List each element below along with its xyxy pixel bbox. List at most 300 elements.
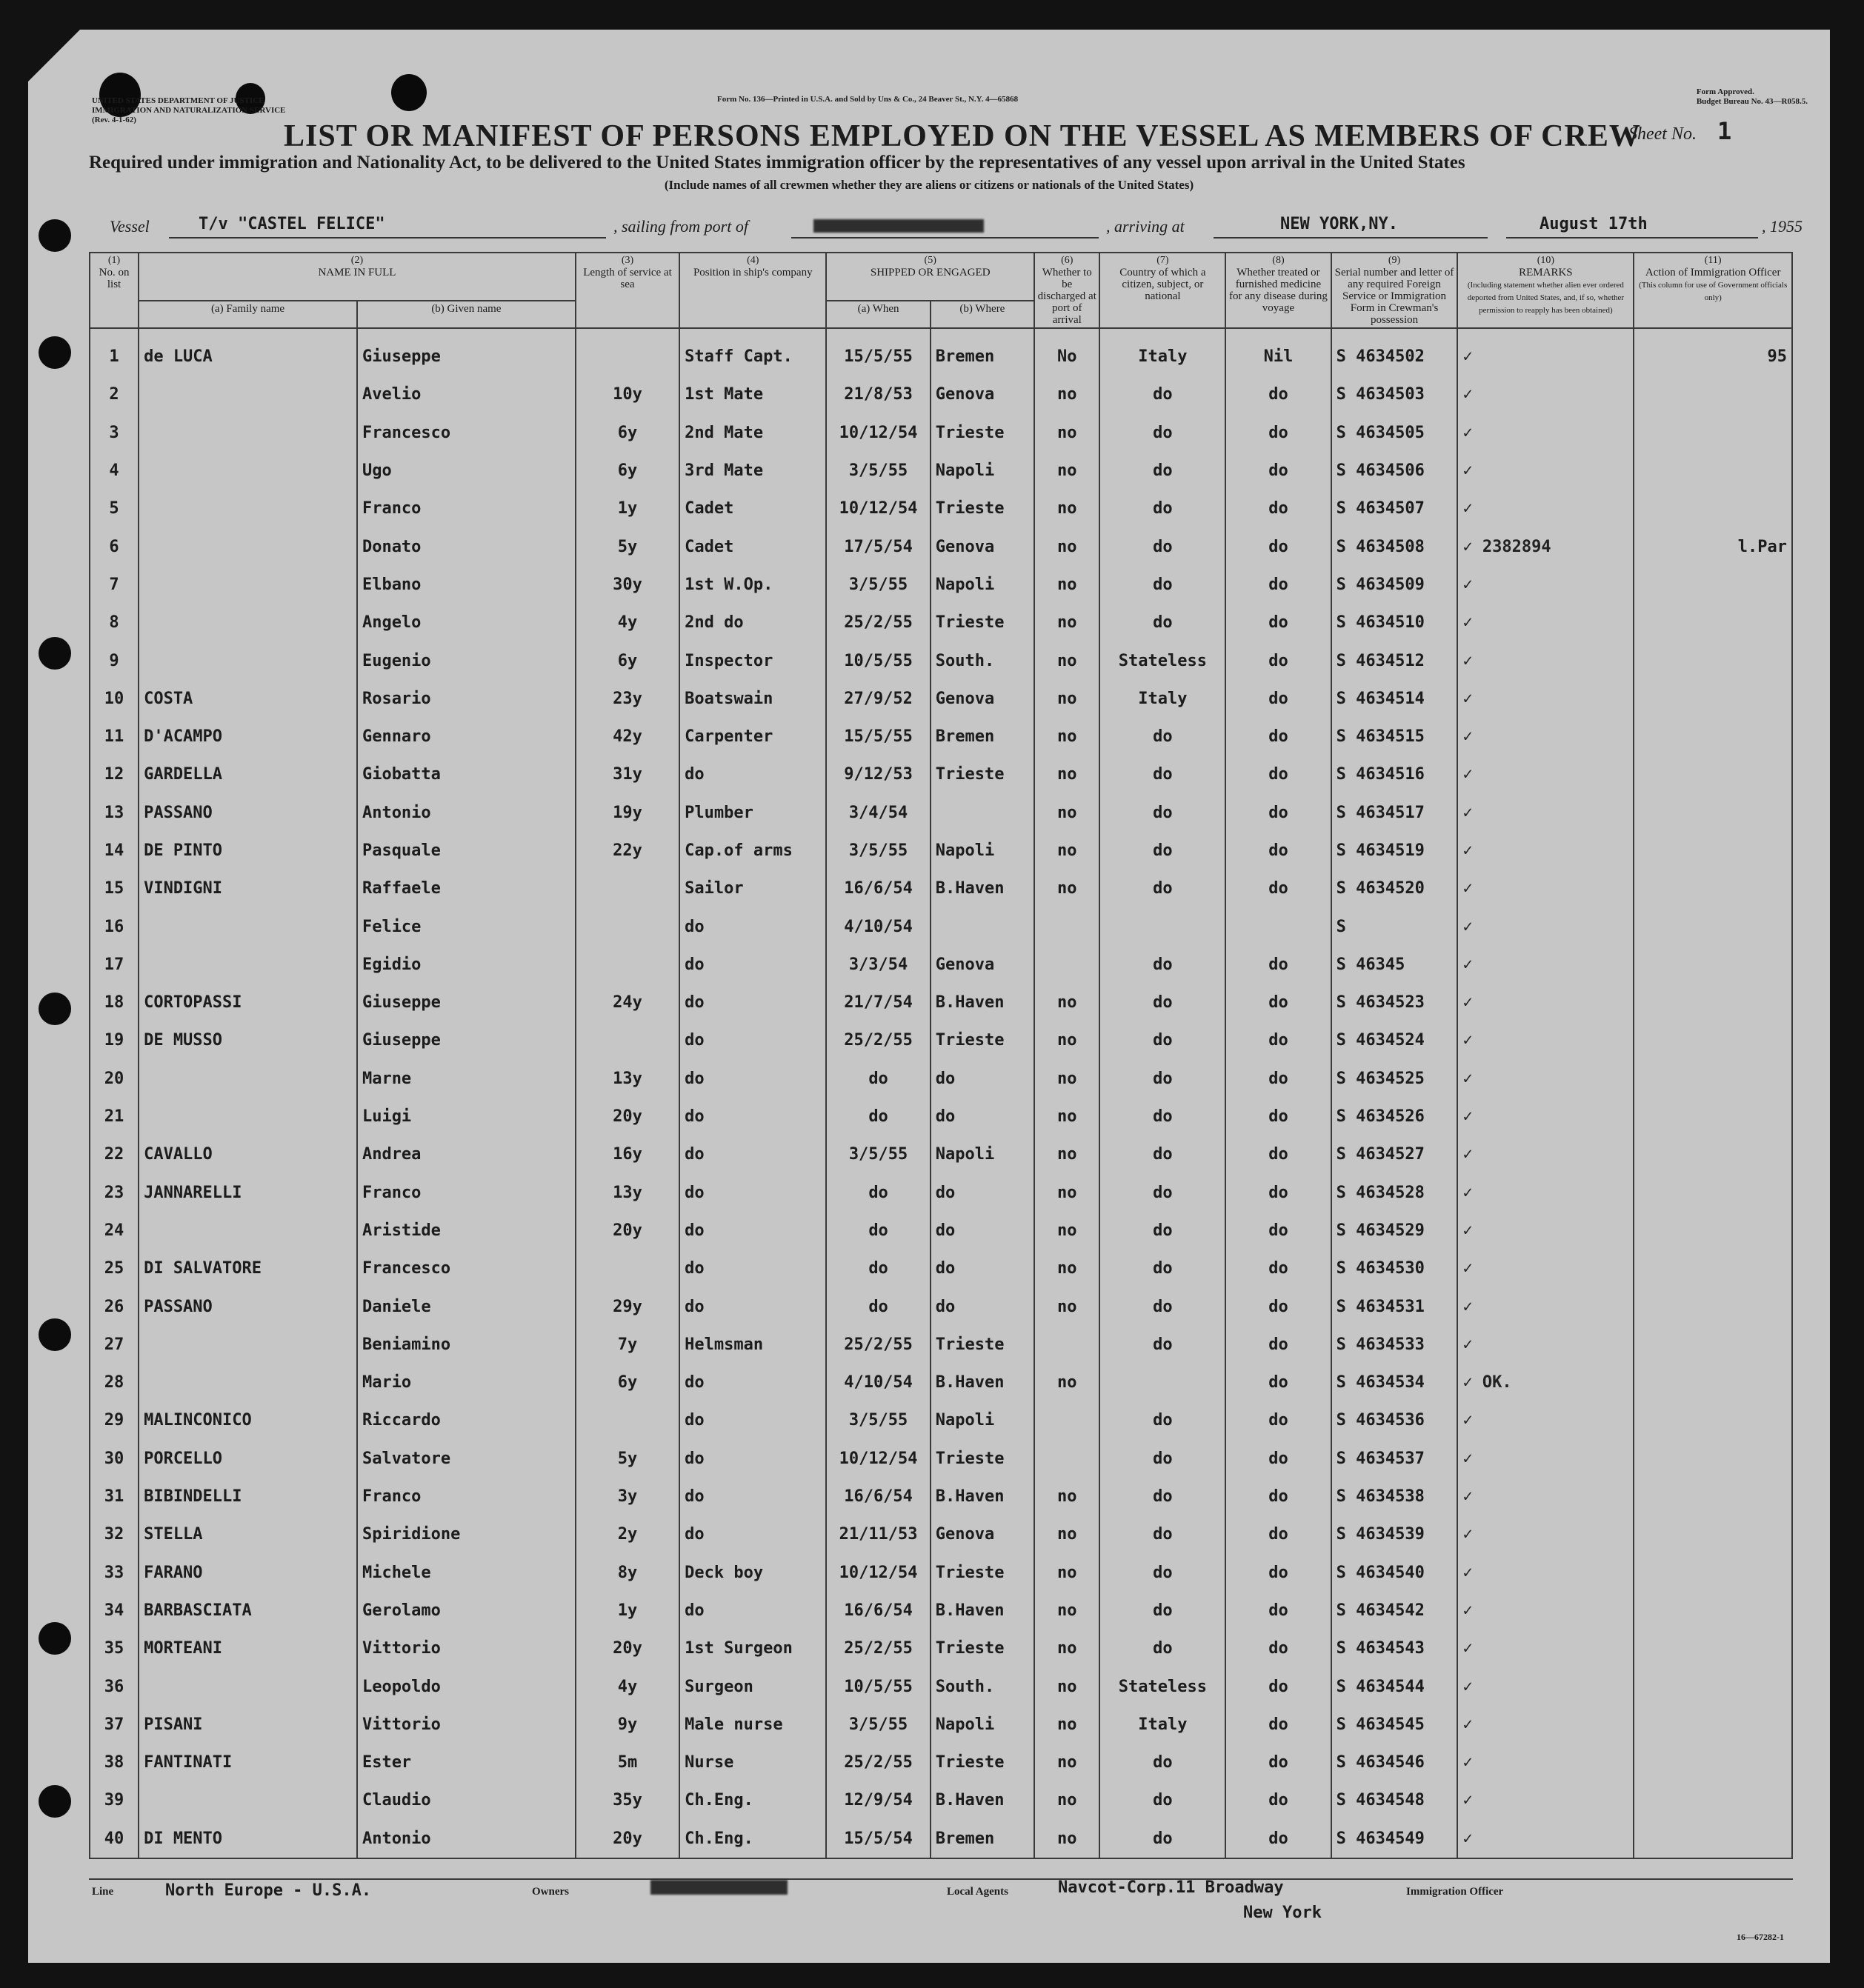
form-code: 16—67282-1 <box>1737 1932 1784 1942</box>
row-number-cell: 28 <box>90 1364 139 1401</box>
given-name-cell: Luigi <box>357 1098 576 1135</box>
officer-action-cell <box>1634 452 1792 490</box>
subtitle-note: (Include names of all crewmen whether they are aliens or citizens or nationals of the United States) <box>664 178 1194 192</box>
officer-action-cell <box>1634 1706 1792 1744</box>
shipped-where-cell: Trieste <box>931 414 1034 452</box>
sailing-label: , sailing from port of <box>613 217 748 236</box>
col-header-remarks: (10) REMARKS (Including statement whether alien ever ordered deported from United States, and, if so, whether permission to reapply has been obtained) <box>1457 253 1634 328</box>
remarks-cell: ✓ <box>1457 1478 1634 1515</box>
table-row <box>90 1401 1792 1439</box>
table-row <box>90 755 1792 793</box>
serial-number-cell: S 4634506 <box>1331 452 1458 490</box>
serial-number-cell: S 4634512 <box>1331 641 1458 679</box>
row-number-cell: 7 <box>90 566 139 604</box>
position-cell: Cadet <box>679 490 826 527</box>
remarks-cell: ✓ 2382894 <box>1457 527 1634 565</box>
family-name-cell: BARBASCIATA <box>139 1592 357 1630</box>
given-name-cell: Donato <box>357 527 576 565</box>
shipped-when-cell: 3/4/54 <box>826 794 930 832</box>
country-cell: do <box>1099 1440 1225 1478</box>
remarks-cell: ✓ <box>1457 984 1634 1021</box>
remarks-cell: ✓ <box>1457 1592 1634 1630</box>
shipped-where-cell: Bremen <box>931 1820 1034 1858</box>
given-name-cell: Michele <box>357 1554 576 1592</box>
country-cell: do <box>1099 794 1225 832</box>
position-cell: do <box>679 1401 826 1439</box>
officer-action-cell <box>1634 1021 1792 1059</box>
length-of-service-cell: 29y <box>576 1287 679 1325</box>
treated-cell: do <box>1225 680 1331 718</box>
position-cell: do <box>679 1364 826 1401</box>
country-cell: do <box>1099 870 1225 907</box>
officer-action-cell <box>1634 490 1792 527</box>
discharged-cell: no <box>1034 680 1099 718</box>
remarks-cell: ✓ <box>1457 1250 1634 1287</box>
treated-cell: do <box>1225 1021 1331 1059</box>
discharged-cell <box>1034 1440 1099 1478</box>
length-of-service-cell: 6y <box>576 641 679 679</box>
owners-label: Owners <box>532 1886 569 1898</box>
family-name-cell: GARDELLA <box>139 755 357 793</box>
discharged-cell: no <box>1034 1706 1099 1744</box>
remarks-cell: ✓ <box>1457 1135 1634 1173</box>
discharged-cell: no <box>1034 1287 1099 1325</box>
punch-hole <box>39 1622 71 1655</box>
family-name-cell: PASSANO <box>139 794 357 832</box>
country-cell <box>1099 907 1225 945</box>
row-number-cell: 14 <box>90 832 139 870</box>
family-name-cell <box>139 1098 357 1135</box>
treated-cell: do <box>1225 604 1331 641</box>
length-of-service-cell: 24y <box>576 984 679 1021</box>
officer-action-cell <box>1634 1630 1792 1667</box>
discharged-cell: no <box>1034 794 1099 832</box>
table-row <box>90 1592 1792 1630</box>
officer-action-cell <box>1634 870 1792 907</box>
given-name-cell: Ugo <box>357 452 576 490</box>
shipped-when-cell: 3/5/55 <box>826 832 930 870</box>
shipped-where-cell: do <box>931 1174 1034 1212</box>
position-cell: do <box>679 1250 826 1287</box>
table-row <box>90 1781 1792 1819</box>
family-name-cell: DE PINTO <box>139 832 357 870</box>
officer-action-cell: l.Par <box>1634 527 1792 565</box>
remarks-cell: ✓ <box>1457 1021 1634 1059</box>
given-name-cell: Francesco <box>357 414 576 452</box>
treated-cell: do <box>1225 984 1331 1021</box>
given-name-cell: Leopoldo <box>357 1667 576 1705</box>
length-of-service-cell: 31y <box>576 755 679 793</box>
discharged-cell: no <box>1034 490 1099 527</box>
serial-number-cell: S 4634534 <box>1331 1364 1458 1401</box>
row-number-cell: 35 <box>90 1630 139 1667</box>
serial-number-cell: S 4634536 <box>1331 1401 1458 1439</box>
shipped-when-cell: 15/5/55 <box>826 718 930 755</box>
row-number-cell: 18 <box>90 984 139 1021</box>
officer-action-cell <box>1634 984 1792 1021</box>
country-cell: do <box>1099 1820 1225 1858</box>
officer-action-cell <box>1634 1478 1792 1515</box>
shipped-when-cell: 25/2/55 <box>826 604 930 641</box>
country-cell: do <box>1099 1554 1225 1592</box>
given-name-cell: Francesco <box>357 1250 576 1287</box>
underline <box>1214 237 1488 239</box>
shipped-where-cell: Genova <box>931 1515 1034 1553</box>
treated-cell: do <box>1225 1440 1331 1478</box>
serial-number-cell: S 4634531 <box>1331 1287 1458 1325</box>
remarks-cell: ✓ <box>1457 1440 1634 1478</box>
row-number-cell: 3 <box>90 414 139 452</box>
treated-cell: do <box>1225 794 1331 832</box>
shipped-where-cell: Trieste <box>931 1744 1034 1781</box>
shipped-where-cell: Genova <box>931 946 1034 984</box>
serial-number-cell: S 4634514 <box>1331 680 1458 718</box>
table-row <box>90 1820 1792 1858</box>
shipped-when-cell: 10/12/54 <box>826 490 930 527</box>
family-name-cell <box>139 1212 357 1250</box>
officer-action-cell <box>1634 1781 1792 1819</box>
length-of-service-cell: 9y <box>576 1706 679 1744</box>
country-cell: do <box>1099 755 1225 793</box>
length-of-service-cell <box>576 946 679 984</box>
length-of-service-cell: 5m <box>576 1744 679 1781</box>
remarks-cell: ✓ <box>1457 794 1634 832</box>
table-row <box>90 1060 1792 1098</box>
family-name-cell <box>139 946 357 984</box>
serial-number-cell: S 4634505 <box>1331 414 1458 452</box>
row-number-cell: 32 <box>90 1515 139 1553</box>
remarks-cell: ✓ <box>1457 1287 1634 1325</box>
punch-hole <box>39 336 71 369</box>
position-cell: do <box>679 984 826 1021</box>
remarks-cell: ✓ <box>1457 1098 1634 1135</box>
given-name-cell: Antonio <box>357 1820 576 1858</box>
table-row <box>90 1744 1792 1781</box>
remarks-cell: ✓ OK. <box>1457 1364 1634 1401</box>
length-of-service-cell: 6y <box>576 1364 679 1401</box>
given-name-cell: Riccardo <box>357 1401 576 1439</box>
treated-cell: do <box>1225 452 1331 490</box>
treated-cell: do <box>1225 1401 1331 1439</box>
table-row <box>90 680 1792 718</box>
country-cell: do <box>1099 376 1225 413</box>
serial-number-cell: S 4634549 <box>1331 1820 1458 1858</box>
shipped-when-cell: 21/8/53 <box>826 376 930 413</box>
remarks-cell: ✓ <box>1457 1706 1634 1744</box>
serial-number-cell: S 4634515 <box>1331 718 1458 755</box>
position-cell: Ch.Eng. <box>679 1820 826 1858</box>
treated-cell: do <box>1225 870 1331 907</box>
shipped-when-cell: do <box>826 1250 930 1287</box>
crew-table <box>89 252 1793 1859</box>
treated-cell: do <box>1225 1098 1331 1135</box>
family-name-cell: JANNARELLI <box>139 1174 357 1212</box>
country-cell: do <box>1099 946 1225 984</box>
treated-cell: Nil <box>1225 328 1331 376</box>
serial-number-cell: S 4634537 <box>1331 1440 1458 1478</box>
position-cell: do <box>679 1515 826 1553</box>
underline <box>1506 237 1758 239</box>
treated-cell: do <box>1225 1326 1331 1364</box>
treated-cell: do <box>1225 1212 1331 1250</box>
col-header-when: (a) When <box>826 301 930 328</box>
discharged-cell: No <box>1034 328 1099 376</box>
family-name-cell <box>139 414 357 452</box>
country-cell: do <box>1099 1287 1225 1325</box>
shipped-where-cell: Trieste <box>931 490 1034 527</box>
treated-cell: do <box>1225 1515 1331 1553</box>
position-cell: Helmsman <box>679 1326 826 1364</box>
shipped-where-cell: do <box>931 1060 1034 1098</box>
country-cell: do <box>1099 1098 1225 1135</box>
discharged-cell: no <box>1034 832 1099 870</box>
remarks-cell: ✓ <box>1457 907 1634 945</box>
serial-number-cell: S 4634545 <box>1331 1706 1458 1744</box>
serial-number-cell: S 4634526 <box>1331 1098 1458 1135</box>
ink-blot <box>391 74 427 111</box>
col-header-length: (3) Length of service at sea <box>576 253 679 328</box>
table-row <box>90 452 1792 490</box>
given-name-cell: Giobatta <box>357 755 576 793</box>
country-cell: do <box>1099 527 1225 565</box>
row-number-cell: 21 <box>90 1098 139 1135</box>
shipped-when-cell: 21/7/54 <box>826 984 930 1021</box>
discharged-cell: no <box>1034 414 1099 452</box>
serial-number-cell: S 4634524 <box>1331 1021 1458 1059</box>
discharged-cell: no <box>1034 984 1099 1021</box>
position-cell: do <box>679 1135 826 1173</box>
family-name-cell: BIBINDELLI <box>139 1478 357 1515</box>
serial-number-cell: S 4634503 <box>1331 376 1458 413</box>
length-of-service-cell: 5y <box>576 1440 679 1478</box>
length-of-service-cell: 20y <box>576 1820 679 1858</box>
treated-cell: do <box>1225 1287 1331 1325</box>
row-number-cell: 40 <box>90 1820 139 1858</box>
treated-cell: do <box>1225 1781 1331 1819</box>
position-cell: 3rd Mate <box>679 452 826 490</box>
discharged-cell: no <box>1034 1515 1099 1553</box>
position-cell: do <box>679 1440 826 1478</box>
serial-number-cell: S 4634529 <box>1331 1212 1458 1250</box>
country-cell: do <box>1099 1515 1225 1553</box>
treated-cell: do <box>1225 1135 1331 1173</box>
row-number-cell: 16 <box>90 907 139 945</box>
shipped-when-cell: 16/6/54 <box>826 870 930 907</box>
given-name-cell: Rosario <box>357 680 576 718</box>
officer-action-cell <box>1634 1515 1792 1553</box>
col-header-given: (b) Given name <box>357 301 576 328</box>
position-cell: Male nurse <box>679 1706 826 1744</box>
country-cell: do <box>1099 1135 1225 1173</box>
position-cell: do <box>679 1478 826 1515</box>
shipped-when-cell: do <box>826 1060 930 1098</box>
family-name-cell: D'ACAMPO <box>139 718 357 755</box>
shipped-when-cell: 25/2/55 <box>826 1326 930 1364</box>
department-header: UNITED STATES DEPARTMENT OF JUSTICE IMMIGRATION AND NATURALIZATION SERVICE (Rev. 4-1-62) <box>92 96 286 124</box>
country-cell: do <box>1099 1478 1225 1515</box>
table-row <box>90 832 1792 870</box>
table-row <box>90 376 1792 413</box>
family-name-cell: CORTOPASSI <box>139 984 357 1021</box>
family-name-cell <box>139 1364 357 1401</box>
length-of-service-cell: 4y <box>576 1667 679 1705</box>
shipped-when-cell: 16/6/54 <box>826 1592 930 1630</box>
family-name-cell <box>139 566 357 604</box>
position-cell: Plumber <box>679 794 826 832</box>
serial-number-cell: S 4634540 <box>1331 1554 1458 1592</box>
given-name-cell: Franco <box>357 490 576 527</box>
family-name-cell: DI SALVATORE <box>139 1250 357 1287</box>
shipped-where-cell: Trieste <box>931 1440 1034 1478</box>
shipped-where-cell: Trieste <box>931 1554 1034 1592</box>
given-name-cell: Vittorio <box>357 1706 576 1744</box>
discharged-cell: no <box>1034 1667 1099 1705</box>
remarks-cell: ✓ <box>1457 1326 1634 1364</box>
position-cell: Boatswain <box>679 680 826 718</box>
table-row <box>90 1515 1792 1553</box>
officer-action-cell <box>1634 718 1792 755</box>
table-row <box>90 1706 1792 1744</box>
table-row <box>90 1287 1792 1325</box>
country-cell: do <box>1099 1744 1225 1781</box>
position-cell: 1st W.Op. <box>679 566 826 604</box>
shipped-where-cell <box>931 907 1034 945</box>
discharged-cell: no <box>1034 566 1099 604</box>
shipped-where-cell: Trieste <box>931 1630 1034 1667</box>
form-number: Form No. 136—Printed in U.S.A. and Sold by Uns & Co., 24 Beaver St., N.Y. 4—65868 <box>717 95 1019 104</box>
given-name-cell: Felice <box>357 907 576 945</box>
officer-action-cell <box>1634 1667 1792 1705</box>
given-name-cell: Angelo <box>357 604 576 641</box>
country-cell: do <box>1099 1326 1225 1364</box>
row-number-cell: 4 <box>90 452 139 490</box>
arrival-date: August 17th <box>1540 215 1648 233</box>
family-name-cell <box>139 452 357 490</box>
row-number-cell: 36 <box>90 1667 139 1705</box>
row-number-cell: 9 <box>90 641 139 679</box>
discharged-cell <box>1034 1401 1099 1439</box>
vessel-label: Vessel <box>110 217 150 236</box>
given-name-cell: Daniele <box>357 1287 576 1325</box>
arriving-value: NEW YORK,NY. <box>1280 215 1398 233</box>
page-title: LIST OR MANIFEST OF PERSONS EMPLOYED ON THE VESSEL AS MEMBERS OF CREW <box>284 119 1641 153</box>
length-of-service-cell: 3y <box>576 1478 679 1515</box>
line-value: North Europe - U.S.A. <box>165 1881 372 1900</box>
shipped-where-cell: Trieste <box>931 755 1034 793</box>
country-cell: Stateless <box>1099 641 1225 679</box>
position-cell: do <box>679 946 826 984</box>
shipped-when-cell: 15/5/55 <box>826 328 930 376</box>
officer-action-cell <box>1634 1174 1792 1212</box>
serial-number-cell: S 4634507 <box>1331 490 1458 527</box>
remarks-cell: ✓ <box>1457 1515 1634 1553</box>
given-name-cell: Raffaele <box>357 870 576 907</box>
subtitle: Required under immigration and Nationality Act, to be delivered to the United States immigration officer by the representatives of any vessel upon arrival in the United States <box>89 153 1465 173</box>
length-of-service-cell: 10y <box>576 376 679 413</box>
officer-action-cell <box>1634 832 1792 870</box>
shipped-when-cell: 3/3/54 <box>826 946 930 984</box>
row-number-cell: 22 <box>90 1135 139 1173</box>
length-of-service-cell: 6y <box>576 414 679 452</box>
treated-cell: do <box>1225 1174 1331 1212</box>
discharged-cell: no <box>1034 641 1099 679</box>
country-cell: do <box>1099 490 1225 527</box>
shipped-where-cell: B.Haven <box>931 870 1034 907</box>
remarks-cell: ✓ <box>1457 1667 1634 1705</box>
length-of-service-cell: 30y <box>576 566 679 604</box>
shipped-when-cell: 10/5/55 <box>826 641 930 679</box>
position-cell: 2nd Mate <box>679 414 826 452</box>
family-name-cell <box>139 490 357 527</box>
shipped-when-cell: 9/12/53 <box>826 755 930 793</box>
position-cell: do <box>679 1212 826 1250</box>
table-row <box>90 566 1792 604</box>
shipped-when-cell: 10/5/55 <box>826 1667 930 1705</box>
shipped-when-cell: do <box>826 1212 930 1250</box>
row-number-cell: 13 <box>90 794 139 832</box>
table-row <box>90 718 1792 755</box>
punch-hole <box>39 1318 71 1351</box>
shipped-when-cell: 27/9/52 <box>826 680 930 718</box>
remarks-cell: ✓ <box>1457 490 1634 527</box>
row-number-cell: 34 <box>90 1592 139 1630</box>
discharged-cell: no <box>1034 1174 1099 1212</box>
row-number-cell: 24 <box>90 1212 139 1250</box>
col-header-family: (a) Family name <box>139 301 357 328</box>
row-number-cell: 39 <box>90 1781 139 1819</box>
arrival-year: , 1955 <box>1762 217 1803 236</box>
serial-number-cell: S 4634539 <box>1331 1515 1458 1553</box>
officer-action-cell: 95 <box>1634 328 1792 376</box>
table-row <box>90 328 1792 376</box>
discharged-cell: no <box>1034 1781 1099 1819</box>
shipped-when-cell: 3/5/55 <box>826 452 930 490</box>
given-name-cell: Salvatore <box>357 1440 576 1478</box>
shipped-where-cell: Napoli <box>931 1135 1034 1173</box>
shipped-where-cell: Genova <box>931 376 1034 413</box>
country-cell: do <box>1099 1212 1225 1250</box>
table-row <box>90 870 1792 907</box>
treated-cell: do <box>1225 832 1331 870</box>
length-of-service-cell <box>576 328 679 376</box>
treated-cell: do <box>1225 566 1331 604</box>
length-of-service-cell <box>576 870 679 907</box>
col-header-no: (1) No. on list <box>90 253 139 328</box>
shipped-when-cell: 10/12/54 <box>826 1554 930 1592</box>
serial-number-cell: S <box>1331 907 1458 945</box>
family-name-cell <box>139 1060 357 1098</box>
agents-value: Navcot-Corp.11 Broadway <box>1058 1878 1284 1897</box>
officer-action-cell <box>1634 1287 1792 1325</box>
country-cell: do <box>1099 566 1225 604</box>
table-row <box>90 946 1792 984</box>
family-name-cell <box>139 907 357 945</box>
country-cell: do <box>1099 1174 1225 1212</box>
length-of-service-cell: 8y <box>576 1554 679 1592</box>
shipped-where-cell: Bremen <box>931 328 1034 376</box>
discharged-cell: no <box>1034 1060 1099 1098</box>
shipped-where-cell: Trieste <box>931 1326 1034 1364</box>
discharged-cell: no <box>1034 1021 1099 1059</box>
col-header-action: (11) Action of Immigration Officer (This column for use of Government officials only) <box>1634 253 1792 328</box>
discharged-cell: no <box>1034 1250 1099 1287</box>
torn-corner <box>28 30 80 81</box>
country-cell: Italy <box>1099 1706 1225 1744</box>
treated-cell: do <box>1225 527 1331 565</box>
remarks-cell: ✓ <box>1457 832 1634 870</box>
serial-number-cell: S 4634538 <box>1331 1478 1458 1515</box>
serial-number-cell: S 4634548 <box>1331 1781 1458 1819</box>
